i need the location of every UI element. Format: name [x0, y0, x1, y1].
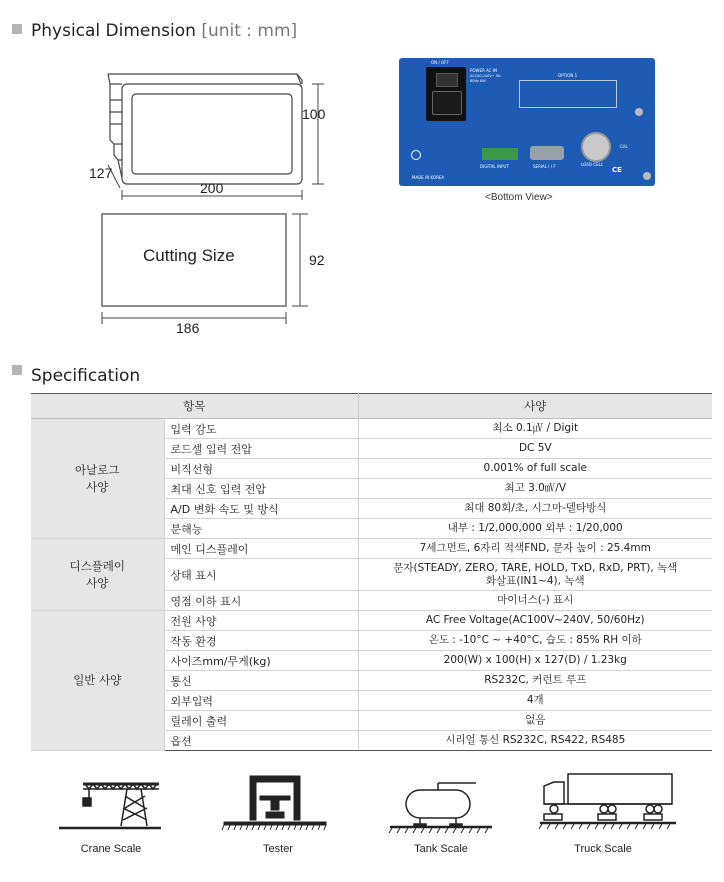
spec-value: 0.001% of full scale — [358, 459, 712, 479]
table-row — [31, 419, 712, 439]
spec-item: 옵션 — [164, 731, 358, 751]
app-label-tank: Tank Scale — [414, 843, 468, 855]
app-label-tester: Tester — [263, 843, 293, 855]
spec-item: 통신 — [164, 671, 358, 691]
crane-icon — [55, 776, 165, 832]
group-label: 일반 사양 — [31, 611, 164, 751]
header-value: 사양 — [358, 394, 712, 419]
spec-item: 전원 사양 — [164, 611, 358, 631]
spec-item: 입력 감도 — [164, 419, 358, 439]
bottom-view-caption: <Bottom View> — [485, 192, 553, 203]
app-label-crane: Crane Scale — [80, 843, 142, 855]
spec-item: 작동 환경 — [164, 631, 358, 651]
spec-value: 4개 — [358, 691, 712, 711]
spec-value: 7세그먼트, 6자리 적색FND, 문자 높이 : 25.4mm — [358, 539, 712, 559]
spec-value: 시리얼 통신 RS232C, RS422, RS485 — [358, 731, 712, 751]
dim-depth-label: 127 — [89, 165, 113, 181]
dim-cut-width-label: 186 — [176, 320, 200, 336]
spec-item: 릴레이 출력 — [164, 711, 358, 731]
section-bullet — [12, 24, 22, 34]
ce-mark-text: CE — [612, 166, 622, 174]
power-spec-text: AC100-240V~ 50-60Hz 8W — [470, 74, 502, 83]
power-onoff-text: ON / OFF — [431, 60, 449, 65]
bottom-view-panel — [399, 58, 655, 186]
tester-icon — [220, 772, 330, 832]
spec-item: 외부입력 — [164, 691, 358, 711]
spec-item: 분해능 — [164, 519, 358, 539]
spec-value: 최소 0.1㎶ / Digit — [358, 419, 712, 439]
spec-item: 최대 신호 입력 전압 — [164, 479, 358, 499]
serial-port — [530, 146, 564, 160]
group-label: 아날로그 사양 — [31, 419, 164, 539]
load-cell-connector — [581, 132, 611, 162]
spec-item: 사이즈mm/무게(kg) — [164, 651, 358, 671]
spec-value: 온도 : -10°C ~ +40°C, 습도 : 85% RH 이하 — [358, 631, 712, 651]
load-cell-text: LOAD CELL — [581, 162, 604, 167]
spec-item: 영점 이하 표시 — [164, 591, 358, 611]
cal-text: CAL — [620, 144, 628, 149]
specification-title: Specification — [31, 366, 141, 386]
tank-icon — [386, 780, 496, 834]
spec-value: DC 5V — [358, 439, 712, 459]
digital-input-text: DIGITAL INPUT — [480, 164, 509, 169]
spec-value: 최대 80회/초, 시그마-델타방식 — [358, 499, 712, 519]
section-title-text: Physical Dimension — [31, 21, 196, 41]
digital-input-terminal — [482, 148, 518, 160]
power-switch-box — [426, 67, 466, 121]
group-label: 디스플레이 사양 — [31, 539, 164, 611]
power-in-text: POWER AC IN — [470, 68, 497, 73]
spec-value: 문자(STEADY, ZERO, TARE, HOLD, TxD, RxD, PRT), 녹색 화살표(IN1~4), 녹색 — [358, 559, 712, 591]
serial-text: SERIAL I / F — [533, 164, 556, 169]
spec-item: 비직선형 — [164, 459, 358, 479]
power-switch — [436, 73, 458, 87]
screw-icon — [643, 172, 651, 180]
section-bullet — [12, 365, 22, 375]
physical-dimension-title — [31, 21, 297, 41]
spec-value: RS232C, 커런트 루프 — [358, 671, 712, 691]
table-row — [31, 611, 712, 631]
truck-icon — [538, 770, 678, 834]
option-label: OPTION 1 — [558, 73, 578, 78]
made-in-text: MADE IN KOREA — [412, 175, 445, 180]
spec-table — [31, 393, 712, 751]
spec-item: 상태 표시 — [164, 559, 358, 591]
cutting-size-label: Cutting Size — [143, 246, 235, 265]
spec-header-row — [31, 394, 712, 419]
spec-item: 로드셀 입력 전압 — [164, 439, 358, 459]
dim-cut-height-label: 92 — [309, 252, 325, 268]
ground-icon — [411, 150, 421, 160]
spec-value: 마이너스(-) 표시 — [358, 591, 712, 611]
spec-value: 최고 3.0㎷/V — [358, 479, 712, 499]
spec-value: AC Free Voltage(AC100V~240V, 50/60Hz) — [358, 611, 712, 631]
spec-item: A/D 변화 속도 및 방식 — [164, 499, 358, 519]
screw-icon — [635, 108, 643, 116]
spec-value: 내부 : 1/2,000,000 외부 : 1/20,000 — [358, 519, 712, 539]
spec-item: 메인 디스플레이 — [164, 539, 358, 559]
dim-width-label: 200 — [200, 180, 224, 196]
unit-label: [unit : mm] — [201, 21, 298, 41]
spec-body — [31, 419, 712, 751]
option-slot — [519, 73, 617, 108]
spec-value: 없음 — [358, 711, 712, 731]
dim-height-label: 100 — [302, 106, 326, 122]
table-row — [31, 539, 712, 559]
header-item: 항목 — [31, 394, 358, 419]
power-socket — [432, 91, 462, 115]
spec-value: 200(W) x 100(H) x 127(D) / 1.23kg — [358, 651, 712, 671]
app-label-truck: Truck Scale — [574, 843, 632, 855]
cutting-size-diagram — [96, 210, 336, 330]
